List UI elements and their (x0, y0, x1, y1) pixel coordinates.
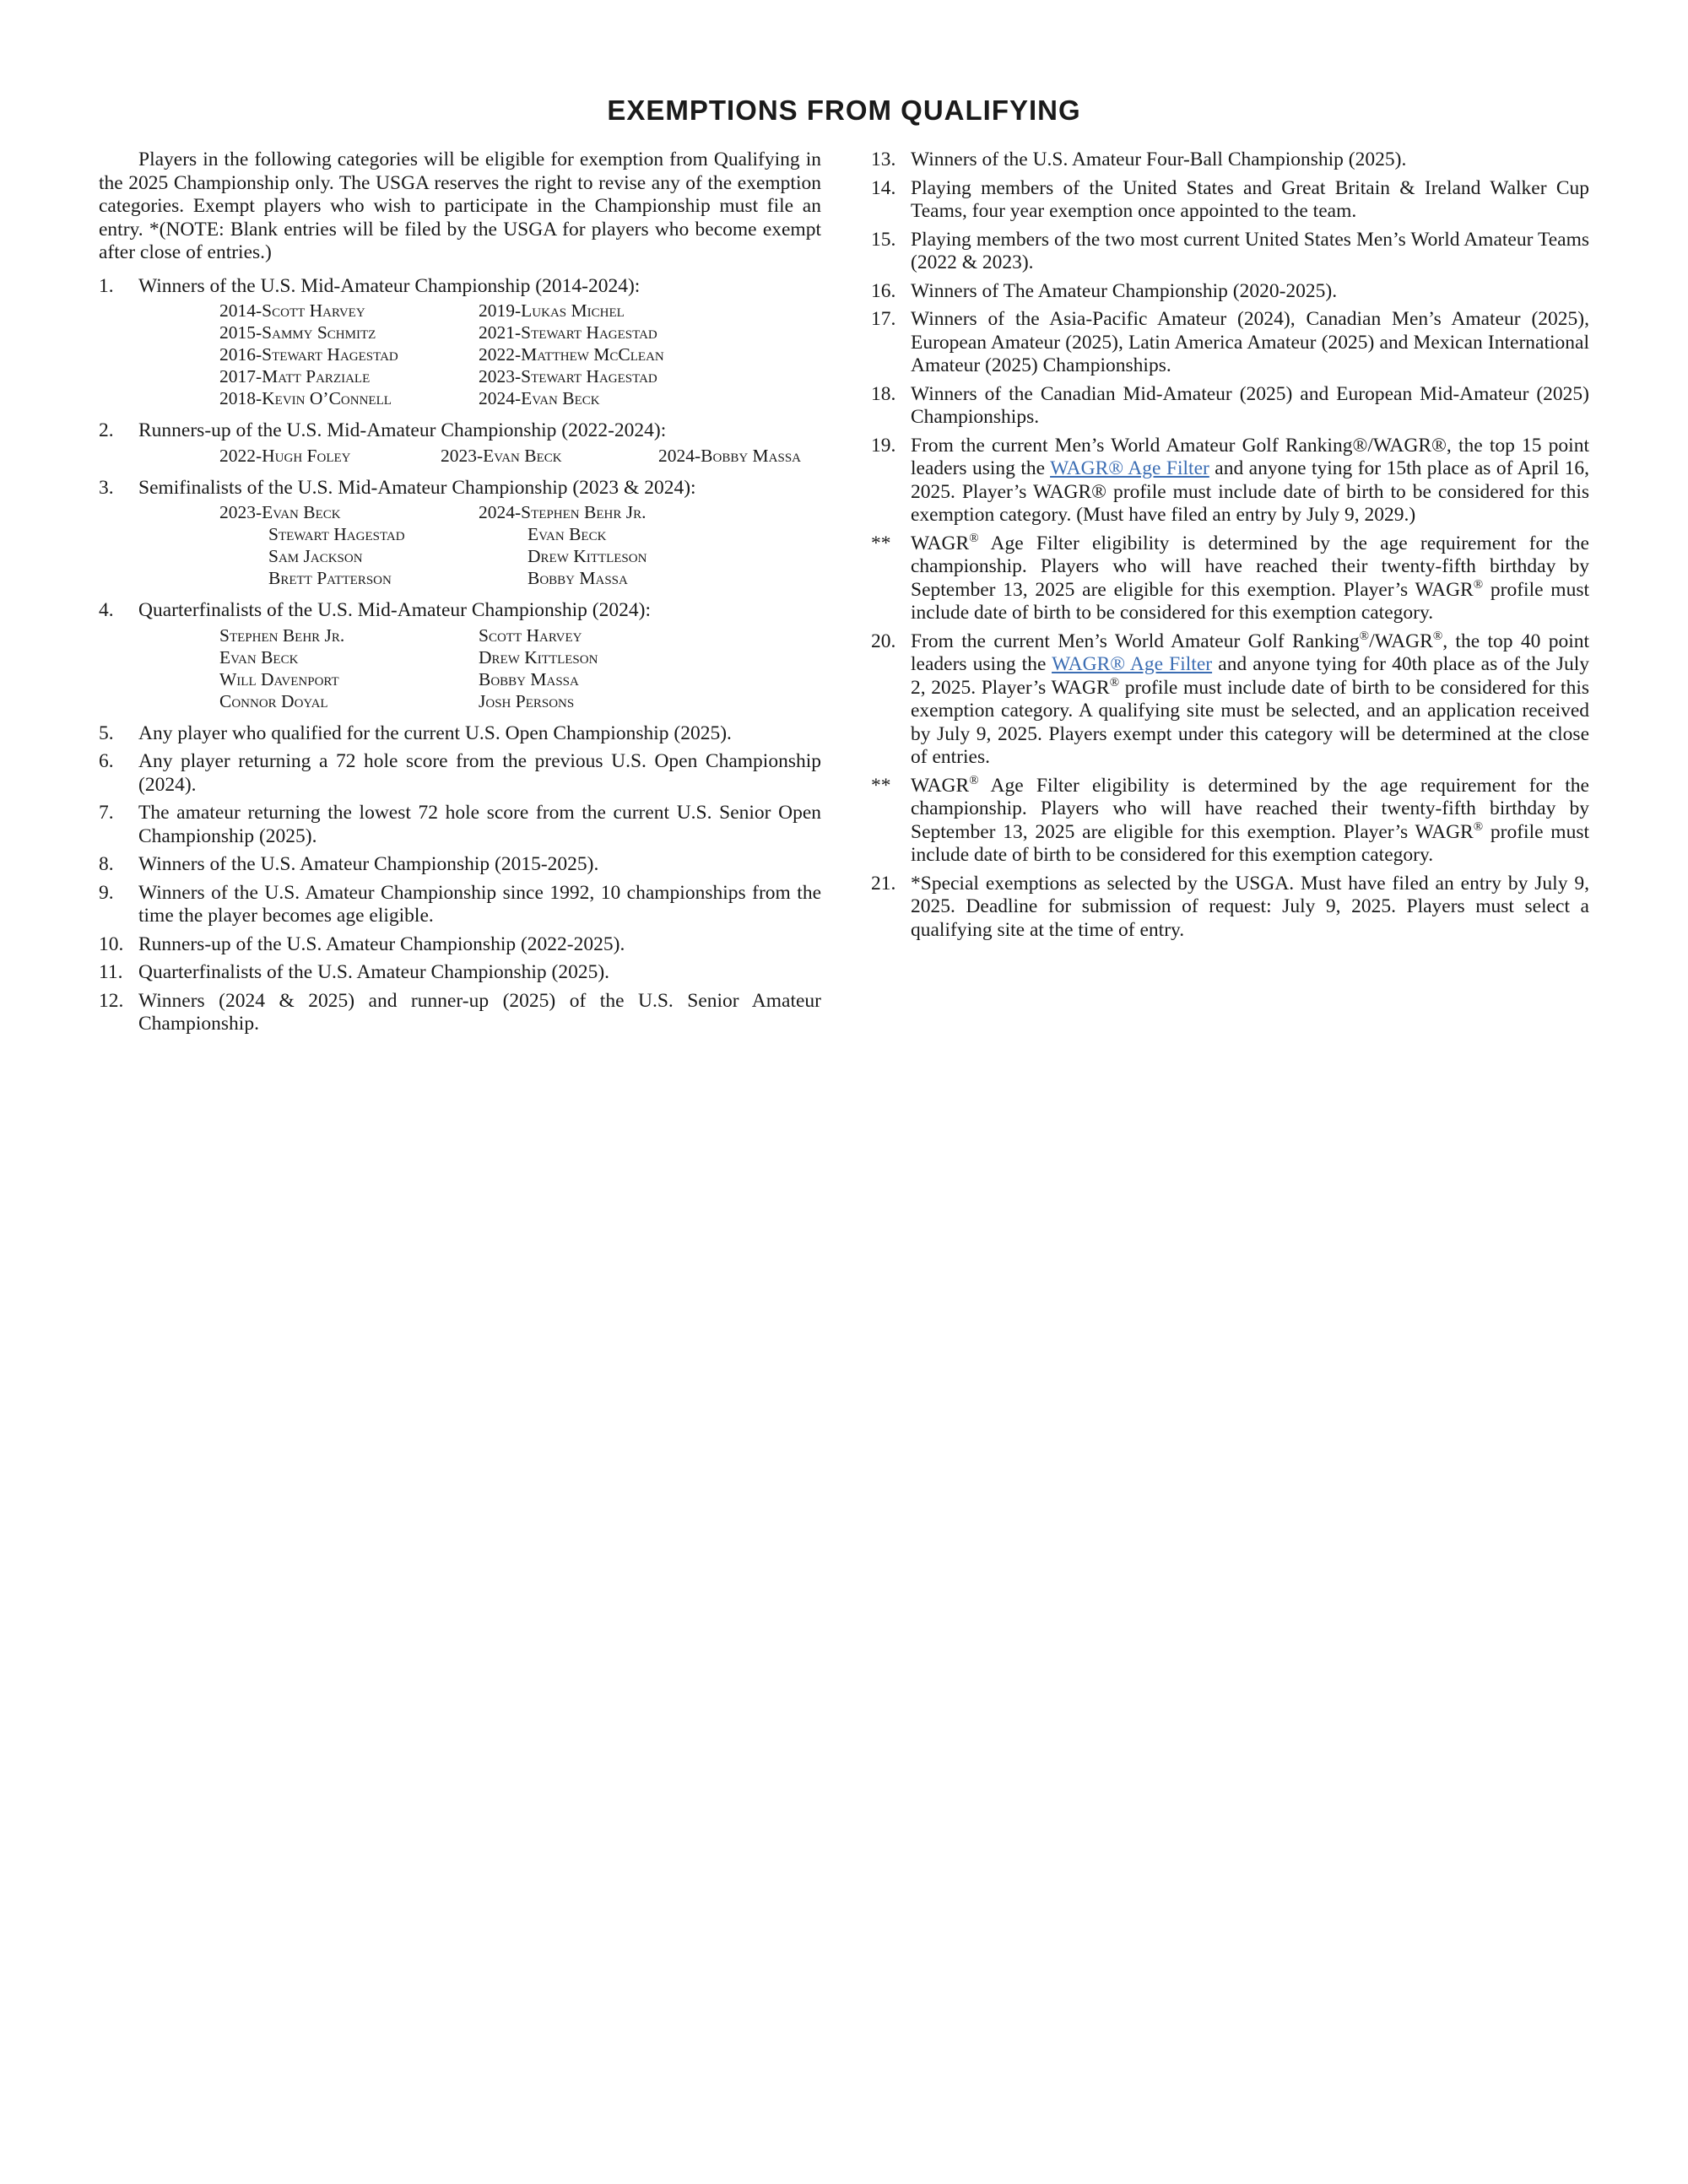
wagr-note-1 (871, 532, 1589, 625)
name-entry: 2024-Bobby Massa (658, 445, 802, 466)
name-entry: Stewart Hagestad (268, 524, 405, 544)
item-text: Winners of the U.S. Amateur Championship since 1992, 10 championships from the time the player becomes age eligible. (138, 881, 821, 927)
item-number: 18. (871, 382, 896, 405)
name-entry: 2022-Hugh Foley (219, 445, 351, 466)
name-entry: Will Davenport (219, 668, 339, 689)
item-number: 1. (99, 274, 114, 297)
item-text: Winners of The Amateur Championship (2020-2025). (911, 279, 1338, 302)
exemption-item-16 (871, 280, 1589, 304)
item-text: Playing members of the United States and Great Britain & Ireland Walker Cup Teams, four year exemption once appointed to the team. (911, 176, 1589, 222)
name-entry: 2014-Scott Harvey (219, 300, 365, 321)
item-number: 9. (99, 881, 114, 904)
exemption-item-19 (871, 435, 1589, 527)
registered-mark: ® (1473, 577, 1484, 592)
name-entry: 2024-Stephen Behr Jr. (479, 502, 647, 522)
text-segment: From the current Men’s World Amateur Golf Ranking (911, 630, 1360, 652)
item-text: Runners-up of the U.S. Amateur Championship (2022-2025). (138, 933, 625, 955)
item-number: 7. (99, 802, 114, 824)
note-marker: ** (871, 774, 891, 797)
item-text: Playing members of the two most current United States Men’s World Amateur Teams (2022 & 2023). (911, 228, 1589, 273)
name-entry: Evan Beck (219, 646, 299, 668)
name-entry: 2017-Matt Parziale (219, 366, 371, 387)
item-number: 13. (871, 149, 896, 170)
item-number: 5. (99, 722, 114, 744)
item-text: Winners of the U.S. Amateur Championship (2015-2025). (138, 853, 599, 875)
item-number: 11. (99, 961, 123, 983)
item-number: 4. (99, 599, 114, 621)
note-text (911, 532, 1589, 625)
name-entry: 2023-Evan Beck (441, 445, 562, 466)
name-entry: Scott Harvey (479, 624, 582, 646)
item-text: Winners of the U.S. Amateur Four-Ball Championship (2025). (911, 149, 1407, 170)
name-entry: 2022-Matthew McClean (479, 344, 664, 365)
name-entry: Josh Persons (479, 690, 575, 711)
registered-mark: ® (1359, 629, 1370, 643)
name-entry: 2023-Evan Beck (219, 502, 341, 522)
left-column (99, 149, 821, 1041)
item-number: 12. (99, 989, 124, 1012)
exemption-item-21 (871, 873, 1589, 943)
exemption-item-6 (99, 750, 821, 797)
name-entry: Bobby Massa (528, 568, 628, 588)
item-number: 6. (99, 750, 114, 772)
name-entry: Stephen Behr Jr. (219, 624, 345, 646)
item-text: Winners of the Canadian Mid-Amateur (2025) and European Mid-Amateur (2025) Championships. (911, 382, 1589, 428)
item-text: Quarterfinalists of the U.S. Amateur Championship (2025). (138, 961, 610, 983)
item-number: 8. (99, 853, 114, 875)
text-segment: profile must include date of birth to be considered for this exemption category. A qualifying site must be selected, and an application received by July 9, 2025. Players exempt under this category will be determined at the close of entries. (911, 676, 1590, 768)
item-text (911, 435, 1589, 527)
text-segment: From the current Men’s World Amateur Golf Ranking®/WAGR®, the top 15 point leaders using the (911, 434, 1589, 479)
item-text: Any player who qualified for the current U.S. Open Championship (2025). (138, 722, 732, 744)
item-number: 14. (871, 176, 896, 199)
name-entry: 2015-Sammy Schmitz (219, 322, 376, 343)
exemption-item-11 (99, 961, 821, 985)
runners-up-list (138, 445, 861, 467)
registered-mark: ® (1109, 675, 1120, 689)
name-entry: Drew Kittleson (479, 646, 598, 668)
note-marker: ** (871, 532, 891, 554)
exemption-item-5 (99, 722, 821, 746)
text-segment: and anyone tying for 15th place as of April 16, 2025. Player’s WAGR® profile must include date of birth to be considered for this exemption category. (Must have filed an entry by July 9, 2029.) (911, 457, 1589, 526)
exemption-item-20 (871, 630, 1589, 770)
item-number: 19. (871, 434, 896, 457)
name-entry: 2024-Evan Beck (479, 388, 600, 408)
intro-paragraph: Players in the following categories will be eligible for exemption from Qualifying in the 2025 Championship only. The USGA reserves the right to revise any of the exemption categories. Exempt players who wish to participate in the Championship must file an entry. *(NOTE: Blank entries will be filed by the USGA for players who become exempt after close of entries.) (99, 149, 821, 263)
exemption-item-8 (99, 853, 821, 877)
wagr-note-2 (871, 775, 1589, 868)
item-number: 17. (871, 308, 896, 330)
item-number: 10. (99, 933, 124, 955)
note-text (911, 775, 1589, 868)
name-entry: Sam Jackson (268, 546, 363, 566)
name-entry: 2019-Lukas Michel (479, 300, 625, 321)
exemption-item-4 (99, 599, 821, 717)
wagr-age-filter-link[interactable]: WAGR® Age Filter (1052, 653, 1213, 675)
exemption-item-17 (871, 308, 1589, 378)
item-number: 2. (99, 419, 114, 441)
text-segment: WAGR (911, 774, 970, 797)
name-entry: 2023-Stewart Hagestad (479, 366, 657, 387)
name-entry: 2021-Stewart Hagestad (479, 322, 657, 343)
item-number: 3. (99, 476, 114, 499)
exemption-item-12 (99, 990, 821, 1036)
semifinalists-list (138, 501, 821, 589)
name-entry: Connor Doyal (219, 690, 328, 711)
item-text: *Special exemptions as selected by the USGA. Must have filed an entry by July 9, 2025. Deadline for submission of request: July 9, 2025. Players must select a qualifying site at the time of entry. (911, 872, 1589, 941)
item-number: 16. (871, 279, 896, 302)
exemption-item-13 (871, 149, 1589, 172)
exemption-item-1 (99, 275, 821, 415)
name-entry: Bobby Massa (479, 668, 579, 689)
item-number: 21. (871, 872, 896, 895)
item-number: 15. (871, 228, 896, 251)
registered-mark: ® (1473, 819, 1484, 834)
exemption-item-9 (99, 882, 821, 928)
text-segment: WAGR (911, 532, 970, 554)
name-entry: 2016-Stewart Hagestad (219, 344, 398, 365)
text-segment: profile must include date of birth to be considered for this exemption category. (911, 820, 1590, 866)
registered-mark: ® (1432, 629, 1443, 643)
item-text: Runners-up of the U.S. Mid-Amateur Championship (2022-2024): (138, 419, 667, 441)
item-text: Winners (2024 & 2025) and runner-up (2025) of the U.S. Senior Amateur Championship. (138, 989, 821, 1035)
item-number: 20. (871, 630, 896, 652)
exemption-item-7 (99, 802, 821, 848)
exemption-item-18 (871, 383, 1589, 430)
exemption-item-14 (871, 177, 1589, 224)
registered-mark: ® (969, 773, 979, 787)
text-segment: Age Filter eligibility is determined by the age requirement for the championship. Players who will have reached their twenty-fifth birthday by September 13, 2025 are eligible for this exemption. Player’s WAGR (911, 774, 1589, 843)
item-text: Winners of the Asia-Pacific Amateur (2024), Canadian Men’s Amateur (2025), European Amateur (2025), Latin America Amateur (2025) and Mexican International Amateur (2025) Championships. (911, 308, 1589, 376)
name-entry: Evan Beck (528, 524, 607, 544)
winners-list (138, 300, 821, 409)
page-title: EXEMPTIONS FROM QUALIFYING (607, 95, 1081, 126)
text-segment: /WAGR (1369, 630, 1433, 652)
name-entry: Drew Kittleson (528, 546, 647, 566)
item-text: The amateur returning the lowest 72 hole score from the current U.S. Senior Open Championship (2025). (138, 802, 821, 847)
item-text: Winners of the U.S. Mid-Amateur Championship (2014-2024): (138, 274, 641, 297)
text-segment: , the top 40 point leaders using the (911, 630, 1589, 675)
text-segment: Age Filter eligibility is determined by the age requirement for the championship. Players who will have reached their twenty-fifth birthday by September 13, 2025 are eligible for this exemption. Player’s WAGR (911, 532, 1589, 601)
registered-mark: ® (969, 531, 979, 545)
wagr-age-filter-link[interactable]: WAGR® Age Filter (1050, 457, 1209, 479)
right-column (871, 149, 1589, 947)
text-segment: profile must include date of birth to be considered for this exemption category. (911, 578, 1590, 624)
item-text: Quarterfinalists of the U.S. Mid-Amateur Championship (2024): (138, 599, 651, 621)
name-entry: Brett Patterson (268, 568, 392, 588)
quarterfinalists-list (138, 624, 821, 712)
item-text (911, 630, 1589, 770)
exemption-item-15 (871, 229, 1589, 275)
exemption-item-2 (99, 419, 821, 472)
item-text: Semifinalists of the U.S. Mid-Amateur Championship (2023 & 2024): (138, 476, 696, 499)
exemption-item-3 (99, 477, 821, 595)
text-segment: and anyone tying for 40th place as of the July 2, 2025. Player’s WAGR (911, 653, 1589, 699)
item-text: Any player returning a 72 hole score from the previous U.S. Open Championship (2024). (138, 750, 821, 796)
name-entry: 2018-Kevin O’Connell (219, 388, 392, 408)
exemption-item-10 (99, 933, 821, 957)
